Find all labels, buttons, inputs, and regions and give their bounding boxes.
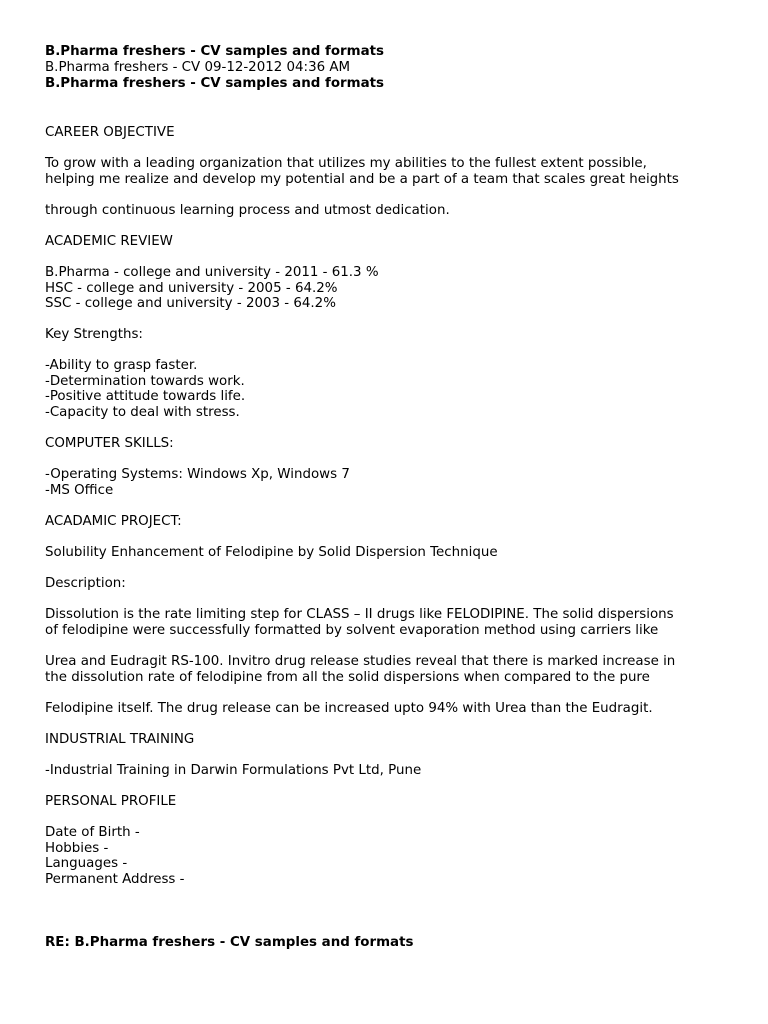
personal-profile-field: Languages - [45, 856, 128, 871]
reply-title: RE: B.Pharma freshers - CV samples and formats [45, 935, 414, 950]
description-line: Felodipine itself. The drug release can be increased upto 94% with Urea than the Eudragit. [45, 701, 653, 716]
personal-profile-field: Date of Birth - [45, 825, 140, 840]
description-line: the dissolution rate of felodipine from all the solid dispersions when compared to the pure [45, 670, 650, 685]
personal-profile-field: Permanent Address - [45, 872, 185, 887]
key-strength-item: -Determination towards work. [45, 374, 245, 389]
computer-skills-heading: COMPUTER SKILLS: [45, 436, 174, 451]
career-objective-line: To grow with a leading organization that utilizes my abilities to the fullest extent possible, [45, 156, 647, 171]
academic-review-heading: ACADEMIC REVIEW [45, 234, 173, 249]
career-objective-line: helping me realize and develop my potential and be a part of a team that scales great heights [45, 172, 679, 187]
career-objective-heading: CAREER OBJECTIVE [45, 125, 175, 140]
description-line: of felodipine were successfully formatted by solvent evaporation method using carriers like [45, 623, 659, 638]
computer-skill-item: -MS Office [45, 483, 114, 498]
description-line: Urea and Eudragit RS-100. Invitro drug release studies reveal that there is marked increase in [45, 654, 676, 669]
key-strength-item: -Positive attitude towards life. [45, 389, 246, 404]
career-objective-line: through continuous learning process and utmost dedication. [45, 203, 450, 218]
academic-review-item: B.Pharma - college and university - 2011 - 61.3 % [45, 265, 379, 280]
academic-review-item: HSC - college and university - 2005 - 64.2% [45, 281, 338, 296]
document-title: B.Pharma freshers - CV samples and formats [45, 44, 384, 59]
industrial-training-heading: INDUSTRIAL TRAINING [45, 732, 195, 747]
personal-profile-heading: PERSONAL PROFILE [45, 794, 177, 809]
computer-skill-item: -Operating Systems: Windows Xp, Windows 7 [45, 467, 350, 482]
industrial-training-item: -Industrial Training in Darwin Formulations Pvt Ltd, Pune [45, 763, 422, 778]
document-subtitle: B.Pharma freshers - CV samples and formats [45, 76, 384, 91]
key-strengths-heading: Key Strengths: [45, 327, 143, 342]
document-meta: B.Pharma freshers - CV 09-12-2012 04:36 AM [45, 60, 351, 75]
key-strength-item: -Ability to grasp faster. [45, 358, 198, 373]
description-heading: Description: [45, 576, 126, 591]
academic-project-title: Solubility Enhancement of Felodipine by Solid Dispersion Technique [45, 545, 498, 560]
description-line: Dissolution is the rate limiting step for CLASS – II drugs like FELODIPINE. The solid dispersions [45, 607, 674, 622]
personal-profile-field: Hobbies - [45, 841, 109, 856]
academic-review-item: SSC - college and university - 2003 - 64.2% [45, 296, 336, 311]
academic-project-heading: ACADAMIC PROJECT: [45, 514, 182, 529]
key-strength-item: -Capacity to deal with stress. [45, 405, 240, 420]
